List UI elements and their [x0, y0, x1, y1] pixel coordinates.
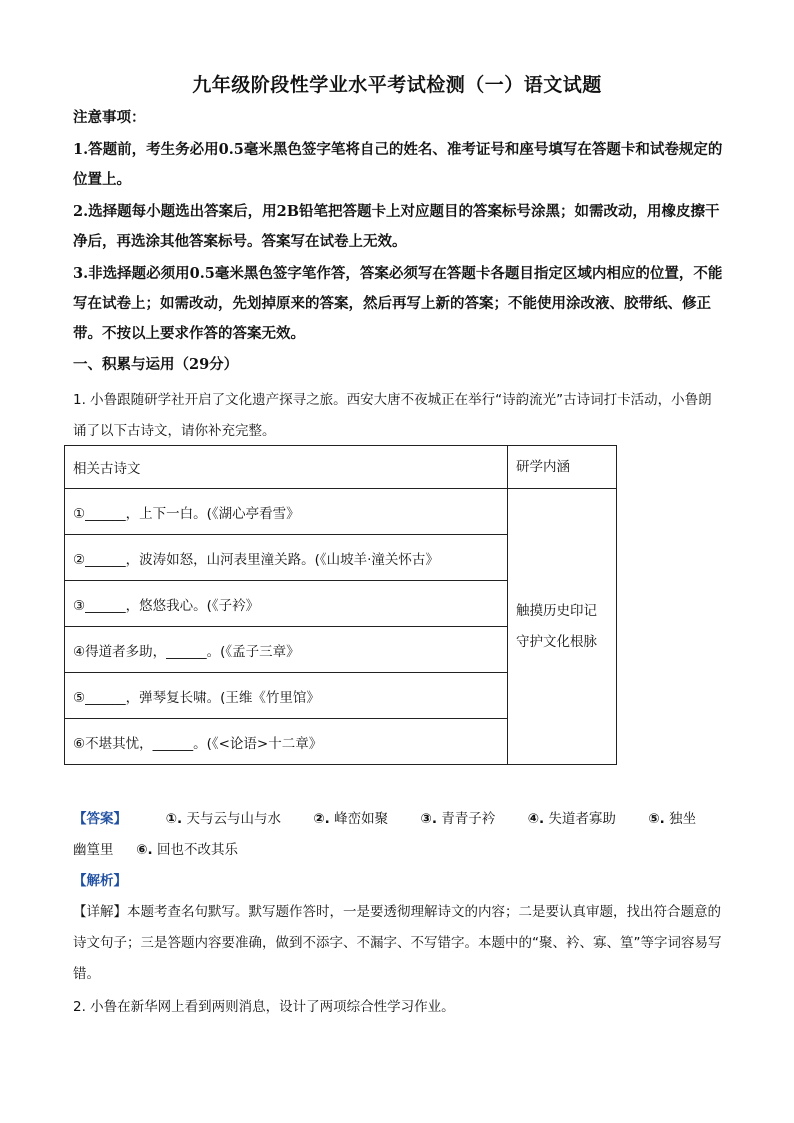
table-row: ③______，悠悠我心。(《子衿》: [65, 581, 508, 627]
question-1-text: 1. 小鲁跟随研学社开启了文化遗产探寻之旅。西安大唐不夜城正在举行“诗韵流光”古诗词打卡活动，小鲁朗诵了以下古诗文，请你补充完整。: [73, 392, 712, 439]
answer-label: 【答案】: [73, 811, 127, 827]
table-header-poems: 相关古诗文: [65, 446, 508, 489]
answer-item: ④. 失道者寡助: [527, 811, 616, 827]
question-2-text: 2. 小鲁在新华网上看到两则消息，设计了两项综合性学习作业。: [73, 999, 455, 1015]
notice-item-2: 2.选择题每小题选出答案后，用2B铅笔把答题卡上对应题目的答案标号涂黑；如需改动，用橡皮擦干净后，再选涂其他答案标号。答案写在试卷上无效。: [73, 203, 720, 250]
table-row: ⑥不堪其忧，______。(《<论语>十二章》: [65, 719, 508, 765]
analysis-label: 【解析】: [73, 873, 127, 889]
answer-line-1: [73, 804, 723, 835]
notice-heading: 注意事项：: [73, 109, 146, 126]
notice-item-3: 3.非选择题必须用0.5毫米黑色签字笔作答，答案必须写在答题卡各题目指定区域内相应的位置，不能写在试卷上；如需改动，先划掉原来的答案，然后再写上新的答案；不能使用涂改液、胶带纸、修正带。不按以上要求作答的答案无效。: [73, 265, 723, 342]
meaning-cell: [508, 489, 617, 765]
table-row: ①______，上下一白。(《湖心亭看雪》: [65, 489, 508, 535]
notice-item-1: 1.答题前，考生务必用0.5毫米黑色签字笔将自己的姓名、准考证号和座号填写在答题卡和试卷规定的位置上。: [73, 141, 723, 188]
answer-continuation: 幽篁里: [73, 842, 114, 858]
table-row: ④得道者多助，______。(《孟子三章》: [65, 627, 508, 673]
answer-item: ③. 青青子衿: [420, 811, 496, 827]
detail-text: 【详解】本题考查名句默写。默写题作答时，一是要透彻理解诗文的内容；二是要认真审题，找出符合题意的诗文句子；三是答题内容要准确，做到不添字、不漏字、不写错字。本题中的“聚、衿、寡、篁”等字词容易写错。: [73, 904, 722, 982]
section-heading: 一、积累与运用（29分）: [73, 356, 239, 373]
table-row: ⑤______，弹琴复长啸。(王维《竹里馆》: [65, 673, 508, 719]
table-row: ②______，波涛如怒，山河表里潼关路。(《山坡羊·潼关怀古》: [65, 535, 508, 581]
answer-item: ②. 峰峦如聚: [313, 811, 389, 827]
answer-item: ①. 天与云与山与水: [165, 811, 281, 827]
answer-item: ⑤. 独坐: [648, 811, 697, 827]
table-header-meaning: 研学内涵: [508, 446, 617, 489]
meaning-line-1: 触摸历史印记: [516, 602, 597, 619]
answer-item: ⑥. 回也不改其乐: [136, 842, 238, 858]
poem-table: [64, 445, 617, 765]
meaning-line-2: 守护文化根脉: [516, 633, 597, 650]
answer-line-2: [73, 835, 723, 866]
page-title: 九年级阶段性学业水平考试检测（一）语文试题: [192, 74, 602, 96]
